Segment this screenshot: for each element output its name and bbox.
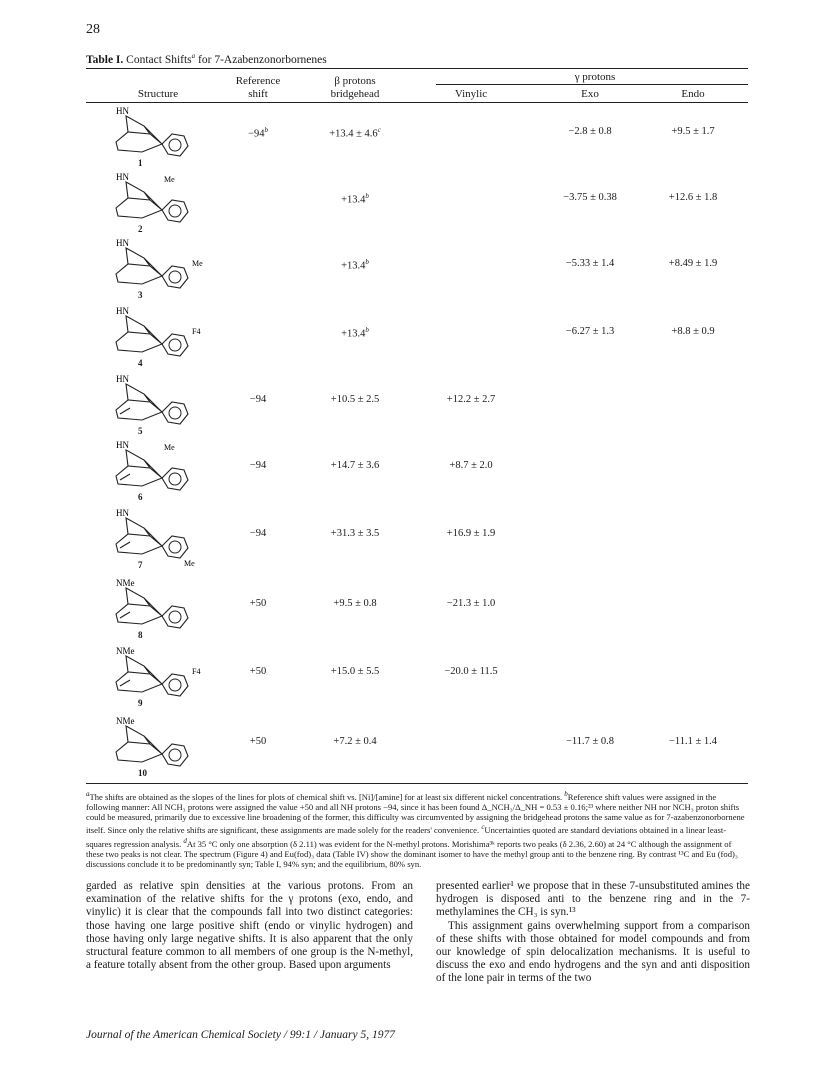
beta-bridgehead-shift: +10.5 ± 2.5 — [330, 394, 380, 405]
footnote-b: Reference shift values were assigned in the following manner: All NCH₃ protons were assigned the value +50 and all NH protons −94, since it has been found Δ_NCH₃/Δ_NH = 0.53 ± 0.16;²³ where neither NH nor NCH₃ proton shifts could be measured, primarily due to excessive line broadening of the former, this difficulty was circumvented by assigning the bridgehead protons the same value as for 7-azabenzonorbornene itself. Since only the relative shifts are significant, these assignments are made solely for the readers' convenience. — [86, 791, 745, 836]
beta-bridgehead-shift: +13.4 ± 4.6$^c$ — [329, 126, 381, 140]
nitrogen-label: HN — [116, 508, 129, 518]
endo-shift: +8.8 ± 0.9 — [671, 326, 715, 337]
endo-shift: +12.6 ± 1.8 — [668, 192, 718, 203]
beta-bridgehead-shift: +13.4$^b$ — [341, 192, 369, 206]
compound-number: 6 — [138, 492, 143, 502]
nitrogen-label: HN — [116, 306, 129, 316]
beta-bridgehead-shift: +9.5 ± 0.8 — [333, 598, 377, 609]
azabenzonorbornene-structure — [112, 238, 202, 288]
header-reference-line1: Reference — [235, 75, 281, 87]
nitrogen-label: HN — [116, 106, 129, 116]
substituent-label: Me — [164, 175, 175, 184]
header-vinylic: Vinylic — [454, 88, 488, 100]
table-caption-rest: for 7-Azabenzonorbornenes — [195, 53, 327, 66]
substituent-label: Me — [184, 559, 195, 568]
table-top-rule — [86, 68, 748, 69]
page-number: 28 — [86, 22, 100, 37]
nitrogen-label: HN — [116, 238, 129, 248]
beta-bridgehead-shift: +13.4$^b$ — [341, 258, 369, 272]
substituent-label: F4 — [192, 667, 201, 676]
structure-drawing — [112, 716, 202, 766]
beta-bridgehead-shift: +15.0 ± 5.5 — [330, 666, 380, 677]
beta-bridgehead-shift: +14.7 ± 3.6 — [330, 460, 380, 471]
header-gamma: γ protons — [574, 71, 616, 83]
substituent-label: Me — [192, 259, 203, 268]
beta-bridgehead-shift: +13.4$^b$ — [341, 326, 369, 340]
table-footnotes: $^a$The shifts are obtained as the slopes of the lines for plots of chemical shift vs. [Ni]/[amine] for at least six different nickel concentrations. $^b$Reference shift values were assigned in the following manner: All NCH₃ protons were assigned the value +50 and all NH protons −94, since it has been found Δ_NCH₃/Δ_NH = 0.53 ± 0.16;²³ where neither NH nor NCH₃ proton shifts could be measured, primarily due to excessive line broadening of the former, this difficulty was circumvented by assigning the bridgehead protons the same value as for 7-azabenzonorbornene itself. Since only the relative shifts are significant, these assignments are made solely for the readers' convenience. $^c$Uncertainties quoted are standard deviations obtained in a linear least-squares regression analysis. $^d$At 35 °C only one absorption (δ 2.11) was evident for the N-methyl protons. Morishima³ᵏ reports two peaks (δ 2.36, 2.60) at 24 °C although the assignment of these two peaks is not clear. The spectrum (Figure 4) and Eu(fod)₃ data (Table IV) show the dominant isomer to have the methyl group anti to the benzene ring. By contrast ¹³C and Eu (fod)₃ discussions conclude it to be predominantly syn; Table I, 94% syn; and the equilibrium, 80% syn. — [86, 790, 745, 869]
nitrogen-label: HN — [116, 172, 129, 182]
body-right-paragraph-1: presented earlier¹ we propose that in these 7-unsubstituted amines the hydrogen is disposed anti to the benzene ring and in the 7-methylamines the CH₃ is syn.¹³ — [436, 880, 750, 919]
azabenzonorbornene-structure — [112, 440, 202, 490]
table-caption — [86, 52, 327, 66]
reference-shift: $-94^b$ — [248, 126, 268, 140]
azabenzonorbornene-structure — [112, 374, 202, 424]
structure-drawing — [112, 508, 202, 568]
nitrogen-label: NMe — [116, 578, 135, 588]
compound-number: 4 — [138, 358, 143, 368]
azabenzonorbornene-structure — [112, 508, 202, 568]
vinylic-shift: +12.2 ± 2.7 — [446, 394, 496, 405]
reference-shift: +50 — [249, 666, 267, 677]
azabenzonorbornene-structure — [112, 306, 202, 356]
azabenzonorbornene-structure — [112, 172, 202, 222]
structure-drawing — [112, 106, 202, 156]
table-bottom-rule — [86, 783, 748, 784]
nitrogen-label: NMe — [116, 646, 135, 656]
footnote-d: At 35 °C only one absorption (δ 2.11) was evident for the N-methyl protons. Morishima³ᵏ reports two peaks (δ 2.36, 2.60) at 24 °C although the assignment of these two peaks is not clear. The spectrum (Figure 4) and Eu(fod)₃ data (Table IV) show the dominant isomer to have the methyl group anti to the benzene ring. By contrast ¹³C and Eu (fod)₃ discussions conclude it to be predominantly syn; Table I, 94% syn; and the equilibrium, 80% syn. — [86, 838, 738, 869]
exo-shift: −11.7 ± 0.8 — [565, 736, 615, 747]
compound-number: 3 — [138, 290, 143, 300]
table-label: Table I. — [86, 53, 124, 66]
exo-shift: −6.27 ± 1.3 — [565, 326, 615, 337]
exo-shift: −5.33 ± 1.4 — [565, 258, 615, 269]
vinylic-shift: −21.3 ± 1.0 — [446, 598, 496, 609]
structure-drawing — [112, 374, 202, 424]
body-column-left — [86, 880, 413, 972]
reference-shift: −94 — [249, 394, 267, 405]
exo-shift: −2.8 ± 0.8 — [568, 126, 612, 137]
compound-number: 8 — [138, 630, 143, 640]
header-endo: Endo — [681, 88, 705, 100]
endo-shift: +9.5 ± 1.7 — [671, 126, 715, 137]
structure-drawing — [112, 238, 202, 288]
structure-drawing — [112, 172, 202, 222]
azabenzonorbornene-structure — [112, 578, 202, 628]
reference-shift: +50 — [249, 598, 267, 609]
footnote-c: Uncertainties quoted are standard deviations obtained in a linear least-squares regression analysis. — [86, 825, 727, 849]
header-bottom-rule — [86, 102, 748, 103]
vinylic-shift: +8.7 ± 2.0 — [449, 460, 493, 471]
header-exo: Exo — [581, 88, 599, 100]
beta-bridgehead-shift: +7.2 ± 0.4 — [333, 736, 377, 747]
compound-number: 10 — [138, 768, 147, 778]
header-structure: Structure — [137, 88, 179, 100]
azabenzonorbornene-structure — [112, 106, 202, 156]
substituent-label: F4 — [192, 327, 201, 336]
body-left-paragraph: garded as relative spin densities at the various protons. From an examination of the relative shifts for the γ protons (exo, endo, and vinylic) it is clear that the compounds fall into two distinct categories: those having one large positive shift (endo or vinylic hydrogen) and those having only large negative shifts. It is also apparent that the only structural feature common to all members of one group is the N-methyl, a feature totally absent from the other group. Based upon arguments — [86, 880, 413, 972]
compound-number: 9 — [138, 698, 143, 708]
footnote-a: The shifts are obtained as the slopes of the lines for plots of chemical shift vs. [Ni]/[amine] for at least six different nickel concentrations. — [89, 791, 563, 802]
reference-shift: −94 — [249, 528, 267, 539]
structure-drawing — [112, 578, 202, 628]
endo-shift: −11.1 ± 1.4 — [668, 736, 718, 747]
reference-shift: −94 — [249, 460, 267, 471]
header-reference-line2: shift — [248, 88, 268, 100]
structure-drawing — [112, 440, 202, 490]
gamma-group-rule — [436, 84, 748, 85]
substituent-label: Me — [164, 443, 175, 452]
table-caption-text: Contact Shifts — [126, 53, 192, 66]
table-caption-sup: a — [191, 52, 196, 60]
exo-shift: −3.75 ± 0.38 — [563, 192, 617, 203]
azabenzonorbornene-structure — [112, 646, 202, 696]
endo-shift: +8.49 ± 1.9 — [668, 258, 718, 269]
structure-drawing — [112, 306, 202, 356]
compound-number: 1 — [138, 158, 143, 168]
header-beta-line1: β protons — [334, 75, 376, 87]
azabenzonorbornene-structure — [112, 716, 202, 766]
structure-drawing — [112, 646, 202, 696]
vinylic-shift: +16.9 ± 1.9 — [446, 528, 496, 539]
compound-number: 7 — [138, 560, 143, 570]
header-beta-line2: bridgehead — [330, 88, 380, 100]
nitrogen-label: HN — [116, 440, 129, 450]
nitrogen-label: HN — [116, 374, 129, 384]
nitrogen-label: NMe — [116, 716, 135, 726]
beta-bridgehead-shift: +31.3 ± 3.5 — [330, 528, 380, 539]
body-column-right — [436, 880, 750, 986]
journal-citation: Journal of the American Chemical Society / 99:1 / January 5, 1977 — [86, 1029, 395, 1041]
reference-shift: +50 — [249, 736, 267, 747]
body-right-paragraph-2: This assignment gains overwhelming support from a comparison of these shifts with those obtained for model compounds and from our knowledge of spin delocalization mechanisms. It is useful to discuss the exo and endo hydrogens and the syn and anti disposition of the lone pair in terms of the two — [436, 919, 750, 985]
compound-number: 5 — [138, 426, 143, 436]
vinylic-shift: −20.0 ± 11.5 — [444, 666, 498, 677]
compound-number: 2 — [138, 224, 143, 234]
